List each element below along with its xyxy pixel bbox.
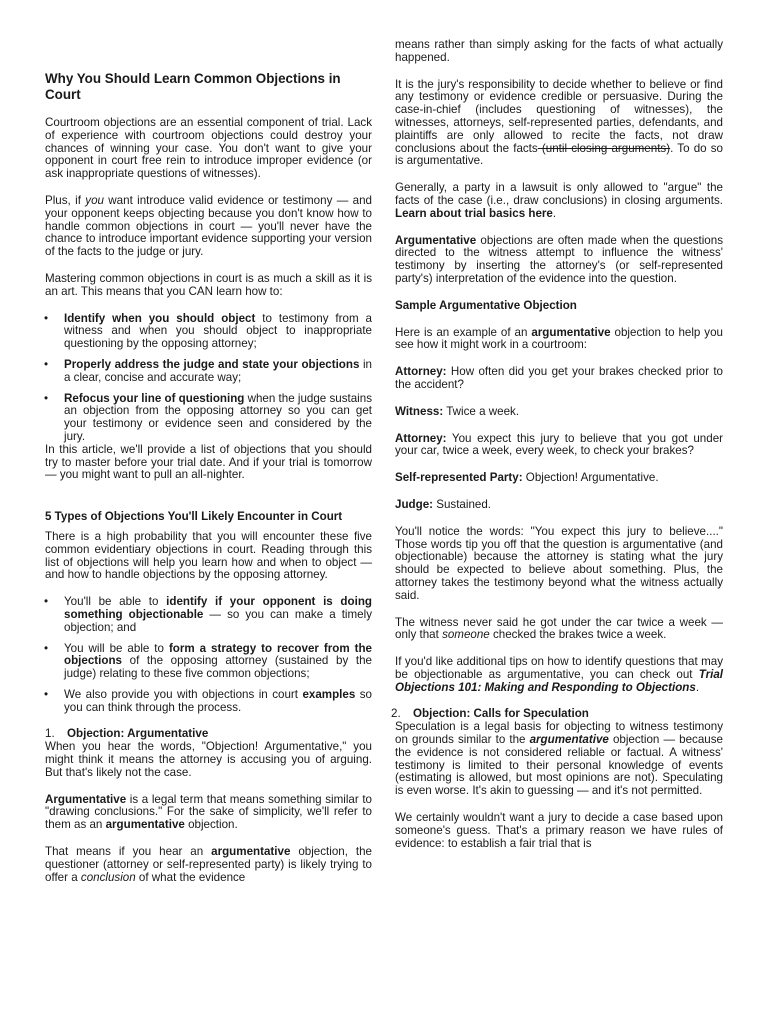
dialog-line: Judge: Sustained. bbox=[395, 497, 492, 511]
paragraph-article-overview: In this article, we'll provide a list of objections that you should try to master before your trial date. And if your trial is tomorrow — you might want to pull an all-nighter. bbox=[45, 442, 372, 482]
trial-objections-101-link[interactable]: Trial Objections 101: Making and Responding to Objections bbox=[395, 667, 723, 694]
list-item: • We also provide you with objections in court examples so you can think through the process. bbox=[45, 689, 372, 715]
paragraph-intro: Courtroom objections are an essential component of trial. Lack of experience with courtroom objections could destroy your chances of winning your case. You don't want to give your opponent in court free rein to introduce improper evidence (or ask inappropriate questions of witnesses). bbox=[45, 116, 372, 181]
paragraph-argumentative-definition: Argumentative is a legal term that means something similar to "drawing conclusions." For the sake of simplicity, we'll refer to them as an argumentative objection. bbox=[45, 792, 372, 832]
dialog-line: Self-represented Party: Objection! Argumentative. bbox=[395, 471, 659, 485]
paragraph-generally: Generally, a party in a lawsuit is only allowed to "argue" the facts of the case (i.e., draw conclusions) in closing arguments. Learn about trial basics here. bbox=[395, 181, 723, 220]
paragraph-probability: There is a high probability that you will encounter these five common evidentiary objections in court. Reading through this list of objections will help you learn how and when to object — and how to handle objections by the opposing attorney. bbox=[45, 529, 372, 582]
benefits-list bbox=[45, 596, 372, 714]
dialog-line: Witness: Twice a week. bbox=[395, 404, 520, 418]
left-column bbox=[45, 0, 372, 884]
trial-basics-link[interactable]: Learn about trial basics here bbox=[395, 206, 553, 220]
paragraph-example-intro: Here is an example of an argumentative objection to help you see how it might work in a courtroom: bbox=[395, 325, 723, 352]
paragraph-continued: means rather than simply asking for the facts of what actually happened. bbox=[395, 38, 723, 64]
list-item: • Refocus your line of questioning when the judge sustains an objection from the opposing attorney so you can get your testimony or evidence seen and considered by the jury. bbox=[45, 393, 372, 444]
list-item: • Identify when you should object to testimony from a witness and when you should object to inappropriate questioning by the opposing attorney; bbox=[45, 313, 372, 351]
paragraph-mastering: Mastering common objections in court is as much a skill as it is an art. This means that you CAN learn how to: bbox=[45, 271, 372, 298]
section-heading-speculation: 2. Objection: Calls for Speculation bbox=[391, 707, 589, 721]
dialog-line: Attorney: How often did you get your brakes checked prior to the accident? bbox=[395, 365, 723, 391]
skills-list bbox=[45, 313, 372, 444]
right-column bbox=[391, 0, 724, 850]
paragraph-objection-words: When you hear the words, "Objection! Argumentative," you might think it means the attorney is accusing you of arguing. But that's likely not the case. bbox=[45, 740, 372, 779]
paragraph-jury-responsibility: It is the jury's responsibility to decide whether to believe or find any testimony or evidence credible or persuasive. During the case-in-chief (includes questioning of witnesses), the witnesses, attorneys, self-represented parties, defendants, and plaintiffs are only allowed to recite the facts, not draw conclusions about the facts (until closing arguments). To do so is argumentative. bbox=[395, 77, 724, 168]
list-item: • You'll be able to identify if your opponent is doing something objectionable — so you can make a timely objection; and bbox=[45, 596, 372, 634]
paragraph-jury-guess: We certainly wouldn't want a jury to decide a case based upon someone's guess. That's a primary reason we have rules of evidence: to establish a fair trial that is bbox=[395, 811, 723, 850]
paragraph-additional-tips: If you'd like additional tips on how to identify questions that may be objectionable as argumentative, you can check out Trial Objections 101: Making and Responding to Objections. bbox=[395, 655, 723, 694]
section-heading-argumentative: 1. Objection: Argumentative bbox=[45, 727, 209, 741]
section-heading-five-types: 5 Types of Objections You'll Likely Encounter in Court bbox=[45, 510, 343, 524]
list-item: • You will be able to form a strategy to recover from the objections of the opposing attorney (sustained by the judge) relating to these five common objections; bbox=[45, 643, 372, 681]
paragraph-conclusion: That means if you hear an argumentative objection, the questioner (attorney or self-represented party) is likely trying to offer a conclusion of what the evidence bbox=[45, 845, 372, 884]
paragraph-speculation: Speculation is a legal basis for objecting to witness testimony on grounds similar to the argumentative objection — because the evidence is not considered reliable or factual. A witness' testimony is limited to their personal knowledge of events (estimating is allowed, but most opinions are not). Speculating is even worse. It's akin to guessing — and it's not permitted. bbox=[395, 720, 723, 798]
section-heading-sample: Sample Argumentative Objection bbox=[395, 298, 577, 312]
dialog-line: Attorney: You expect this jury to believe that you got under your car, twice a week, every week, to check your brakes? bbox=[395, 431, 723, 458]
paragraph-notice-words: You'll notice the words: "You expect this jury to believe...." Those words tip you off that the question is argumentative (and objectionable) because the attorney is stating what the jury should be expected to believe about something. Plus, the attorney takes the testimony beyond what the witness actually said. bbox=[395, 524, 723, 602]
list-item: • Properly address the judge and state your objections in a clear, concise and accurate way; bbox=[45, 359, 372, 385]
article-title: Why You Should Learn Common Objections in Court bbox=[45, 71, 341, 102]
paragraph-plus: Plus, if you want introduce valid evidence or testimony — and your opponent keeps objecting because you don't know how to handle common objections in court — you'll never have the chance to introduce important evidence supporting your version of the facts to the judge or jury. bbox=[45, 193, 372, 259]
paragraph-witness-never: The witness never said he got under the car twice a week — only that someone checked the brakes twice a week. bbox=[395, 615, 723, 642]
paragraph-argumentative-objections: Argumentative objections are often made when the questions directed to the witness attempt to influence the witness' testimony by inserting the attorney's (or self-represented party's) interpretation of the evidence into the question. bbox=[395, 233, 723, 285]
